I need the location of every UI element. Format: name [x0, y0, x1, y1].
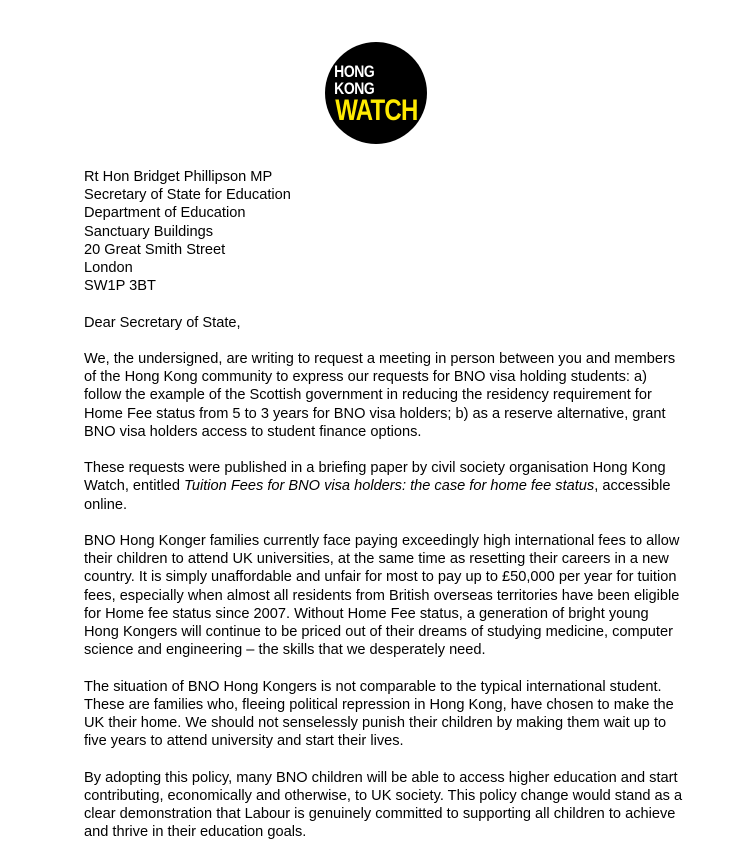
salutation: Dear Secretary of State, [84, 314, 241, 331]
address-line-street: 20 Great Smith Street [84, 241, 226, 258]
recipient-address [84, 168, 684, 295]
address-line-building: Sanctuary Buildings [84, 223, 213, 240]
letter-body [84, 168, 684, 860]
briefing-paper-title: Tuition Fees for BNO visa holders: the case for home fee status [184, 478, 595, 495]
hong-kong-watch-logo [325, 42, 427, 144]
logo-text-watch: WATCH [334, 94, 418, 127]
paragraph-briefing-paper [84, 459, 684, 514]
address-line-title: Secretary of State for Education [84, 187, 291, 204]
address-line-name: Rt Hon Bridget Phillipson MP [84, 169, 273, 185]
paragraph-briefing-text-start: These requests were published in a briefing paper by civil society organisation Hong Kong Watch, entitled [84, 460, 666, 495]
paragraph-request: We, the undersigned, are writing to request a meeting in person between you and members of the Hong Kong community to express our requests for BNO visa holding students: a) follow the example of the Scottish government in reducing the residency requirement for Home Fee status from 5 to 3 years for BNO visa holders; b) as a reserve alternative, grant BNO visa holders access to student finance options. [84, 351, 676, 440]
paragraph-fees: BNO Hong Konger families currently face paying exceedingly high international fees to allow their children to attend UK universities, at the same time as resetting their careers in a new country. It is simply unaffordable and unfair for most to pay up to £50,000 per year for tuition fees, especially when almost all residents from British overseas territories have been eligible for Home fee status since 2007. Without Home Fee status, a generation of bright young Hong Kongers will continue to be priced out of their dreams of studying medicine, computer science and engineering – the skills that we desperately need. [84, 533, 680, 659]
logo-text-hong-kong: HONG KONG [334, 62, 375, 98]
paragraph-policy: By adopting this policy, many BNO children will be able to access higher education and start contributing, economically and otherwise, to UK society. This policy change would stand as a clear demonstration that Labour is genuinely committed to supporting all children to achieve and thrive in their education goals. [84, 769, 683, 841]
address-line-department: Department of Education [84, 205, 246, 222]
address-line-city: London [84, 260, 133, 277]
paragraph-briefing-text-end: , accessible online. [84, 478, 671, 513]
address-line-postcode: SW1P 3BT [84, 278, 156, 295]
paragraph-situation: The situation of BNO Hong Kongers is not comparable to the typical international student. These are families who, fleeing political repression in Hong Kong, have chosen to make the UK their home. We should not senselessly punish their children by making them wait up to five years to attend university and start their lives. [84, 678, 674, 750]
